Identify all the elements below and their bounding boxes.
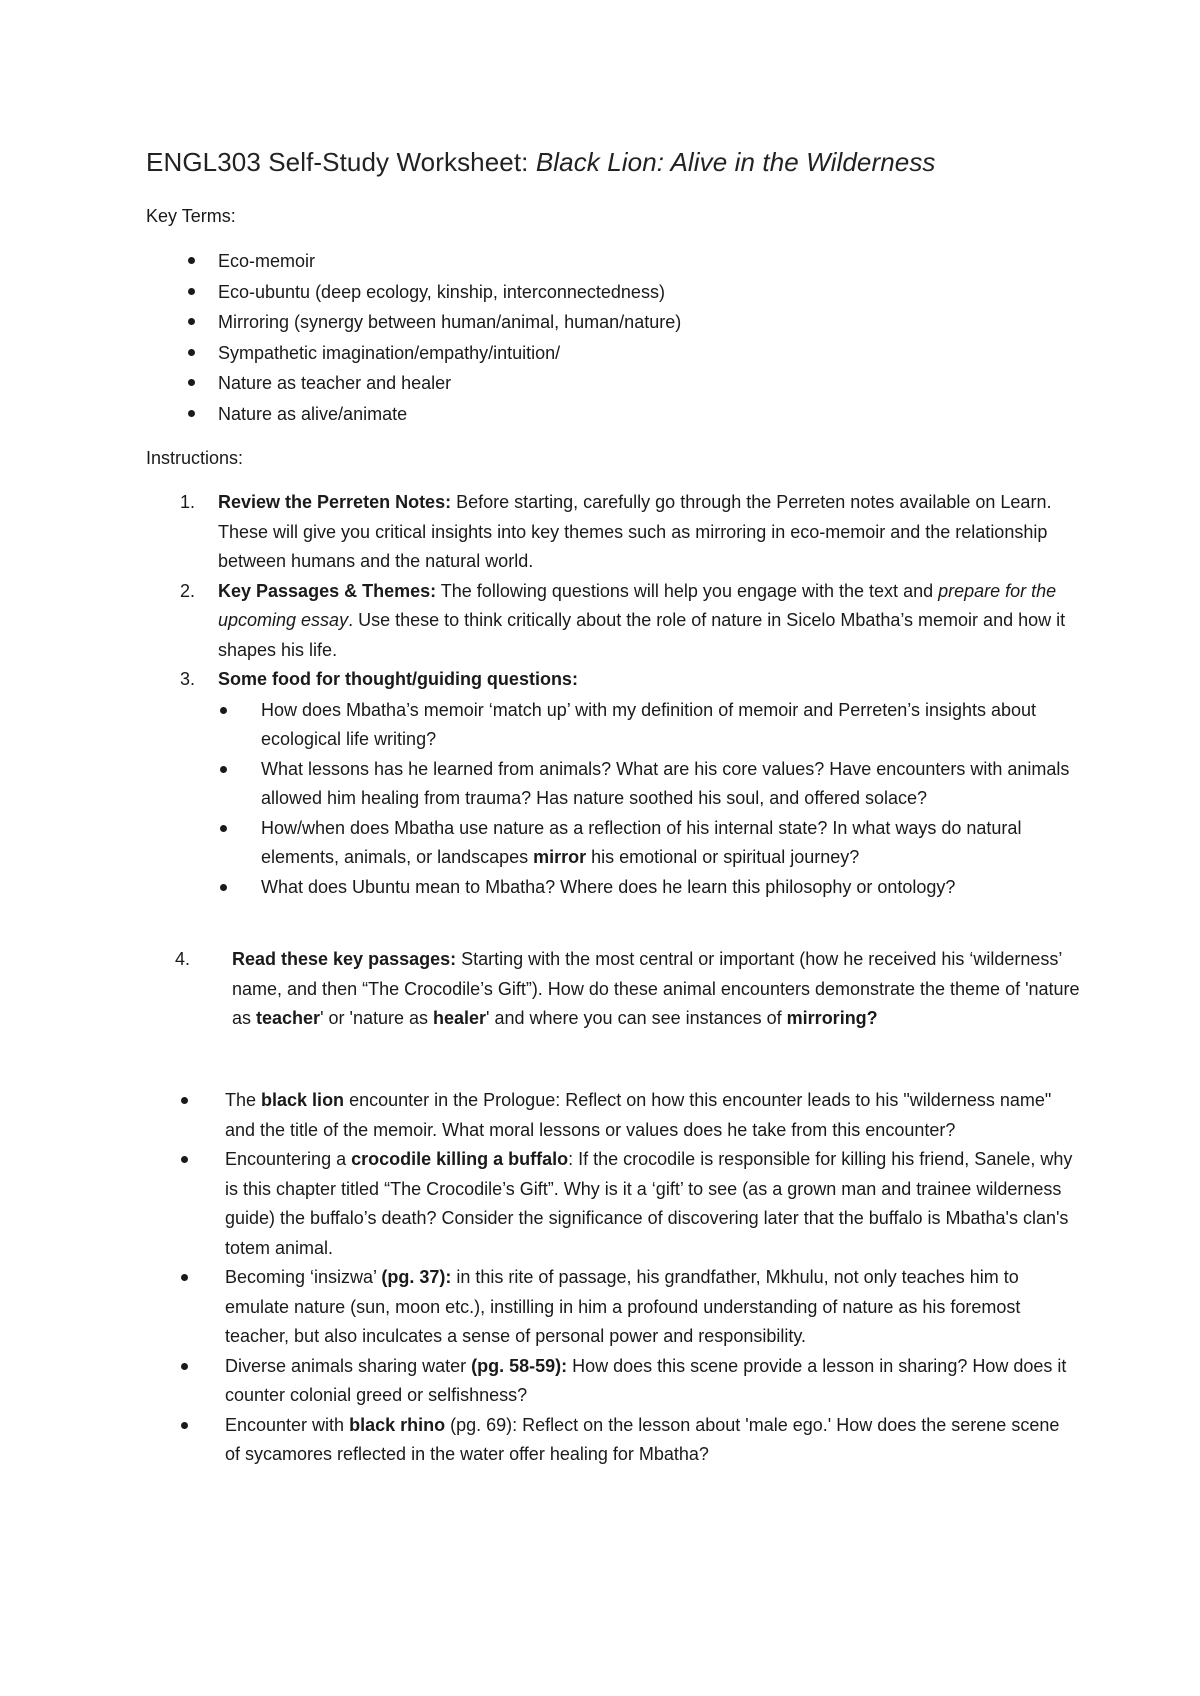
passage-text: (pg. 69): Reflect on the lesson about 'male ego.' How does the serene scene of sycamores reflected in the water offer healing for Mbatha? xyxy=(225,1414,1060,1464)
passage-item xyxy=(225,1263,1075,1352)
passage-item xyxy=(225,1086,1075,1145)
guiding-question xyxy=(218,696,1078,755)
title-prefix: ENGL303 Self-Study Worksheet: xyxy=(146,147,536,177)
passage-text: Diverse animals sharing water xyxy=(225,1355,472,1376)
passage-text: : If the crocodile is responsible for killing his friend, Sanele, why is this chapter titled “The Crocodile’s Gift”. Why is it a ‘gift’ to see (as a grown man and trainee wilderness guide) the buffalo’s death? Consider the significance of discovering later that the buffalo is Mbatha's clan's totem animal. xyxy=(225,1149,1073,1258)
bullet-icon xyxy=(218,814,228,844)
passage-item xyxy=(225,1352,1075,1411)
item-text: Starting with the most central or important (how he received his ‘wilderness’ name, and then “The Crocodile’s Gift”). How do these animal encounters demonstrate the theme of 'nature as xyxy=(232,949,1080,1028)
item-heading: Read these key passages: xyxy=(232,949,457,969)
bullet-icon xyxy=(218,873,228,903)
key-terms-list xyxy=(218,246,1118,430)
item-text: The following questions will help you engage with the text and xyxy=(436,580,939,601)
question-text: What lessons has he learned from animals? What are his core values? Have encounters with animals allowed him healing from trauma? Has nature soothed his soul, and offered solace? xyxy=(261,758,1070,808)
passage-text: How does this scene provide a lesson in sharing? How does it counter colonial greed or selfishness? xyxy=(225,1355,1067,1405)
passage-text: encounter in the Prologue: Reflect on how this encounter leads to his "wilderness name" and the title of the memoir. What moral lessons or values does he take from this encounter? xyxy=(225,1090,1052,1140)
guiding-questions-list xyxy=(218,696,1078,903)
item-emphasis: teacher xyxy=(256,1008,321,1028)
guiding-question xyxy=(218,755,1078,814)
item-number: 4. xyxy=(175,949,191,969)
item-heading: Key Passages & Themes: xyxy=(218,580,437,601)
guiding-question xyxy=(218,814,1078,873)
question-emphasis: mirror xyxy=(533,847,587,867)
passage-emphasis: (pg. 58-59): xyxy=(471,1355,568,1376)
item-number: 1. xyxy=(180,492,196,512)
item-heading: Review the Perreten Notes: xyxy=(218,492,452,512)
passage-emphasis: (pg. 37): xyxy=(381,1267,452,1287)
item-emphasis: healer xyxy=(433,1008,487,1028)
instruction-item-4 xyxy=(175,945,1092,1034)
passage-text: in this rite of passage, his grandfather, Mkhulu, not only teaches him to emulate nature (sun, moon etc.), instilling in him a profound understanding of nature as his foremost teacher, but also inculcates a sense of personal power and responsibility. xyxy=(225,1267,1021,1346)
instruction-item-1 xyxy=(180,488,1078,577)
bullet-icon xyxy=(218,696,228,726)
instructions-label: Instructions: xyxy=(146,448,244,468)
item-text: ' and where you can see instances of xyxy=(486,1008,787,1028)
instruction-item-2 xyxy=(180,577,1078,666)
key-term-item: Mirroring (synergy between human/animal, human/nature) xyxy=(218,307,1118,338)
passage-text: Becoming ‘insizwa’ xyxy=(225,1267,382,1287)
key-term-item: Nature as teacher and healer xyxy=(218,368,1118,399)
guiding-question xyxy=(218,873,1078,903)
key-terms-label: Key Terms: xyxy=(146,206,236,226)
key-passages-list xyxy=(225,1086,1075,1470)
passage-item xyxy=(225,1411,1075,1470)
passage-text: Encounter with xyxy=(225,1414,350,1435)
passage-text: The xyxy=(225,1090,262,1110)
passage-emphasis: black rhino xyxy=(349,1414,446,1435)
item-text: Before starting, carefully go through the Perreten notes available on Learn. These will give you critical insights into key themes such as mirroring in eco-memoir and the relationship between humans and the natural world. xyxy=(218,492,1052,571)
key-term-item: Eco-ubuntu (deep ecology, kinship, interconnectedness) xyxy=(218,277,1118,308)
item-text: . Use these to think critically about the role of nature in Sicelo Mbatha’s memoir and how it shapes his life. xyxy=(218,610,1066,660)
item-emphasis: mirroring? xyxy=(786,1008,878,1028)
bullet-icon xyxy=(218,755,228,785)
item-number: 2. xyxy=(180,580,196,601)
item-heading: Some food for thought/guiding questions: xyxy=(218,669,578,689)
key-term-item: Sympathetic imagination/empathy/intuition/ xyxy=(218,338,1118,369)
question-text: his emotional or spiritual journey? xyxy=(586,847,860,867)
item-text: ' or 'nature as xyxy=(320,1008,433,1028)
page-title xyxy=(146,147,936,178)
question-text: How does Mbatha’s memoir ‘match up’ with my definition of memoir and Perreten’s insights about ecological life writing? xyxy=(261,699,1037,749)
instruction-item-3 xyxy=(180,665,1078,902)
key-term-item: Nature as alive/animate xyxy=(218,399,1118,430)
passage-emphasis: crocodile killing a buffalo xyxy=(351,1149,569,1169)
passage-emphasis: black lion xyxy=(261,1090,345,1110)
passage-text: Encountering a xyxy=(225,1149,352,1169)
passage-item xyxy=(225,1145,1075,1263)
title-book-name: Black Lion: Alive in the Wilderness xyxy=(535,147,936,177)
question-text: How/when does Mbatha use nature as a reflection of his internal state? In what ways do natural elements, animals, or landscapes xyxy=(261,817,1022,867)
key-term-item: Eco-memoir xyxy=(218,246,1118,277)
instructions-list xyxy=(180,488,1078,902)
item-emphasis: prepare for the upcoming essay xyxy=(218,580,1057,630)
question-text: What does Ubuntu mean to Mbatha? Where does he learn this philosophy or ontology? xyxy=(261,876,956,897)
item-number: 3. xyxy=(180,669,196,689)
